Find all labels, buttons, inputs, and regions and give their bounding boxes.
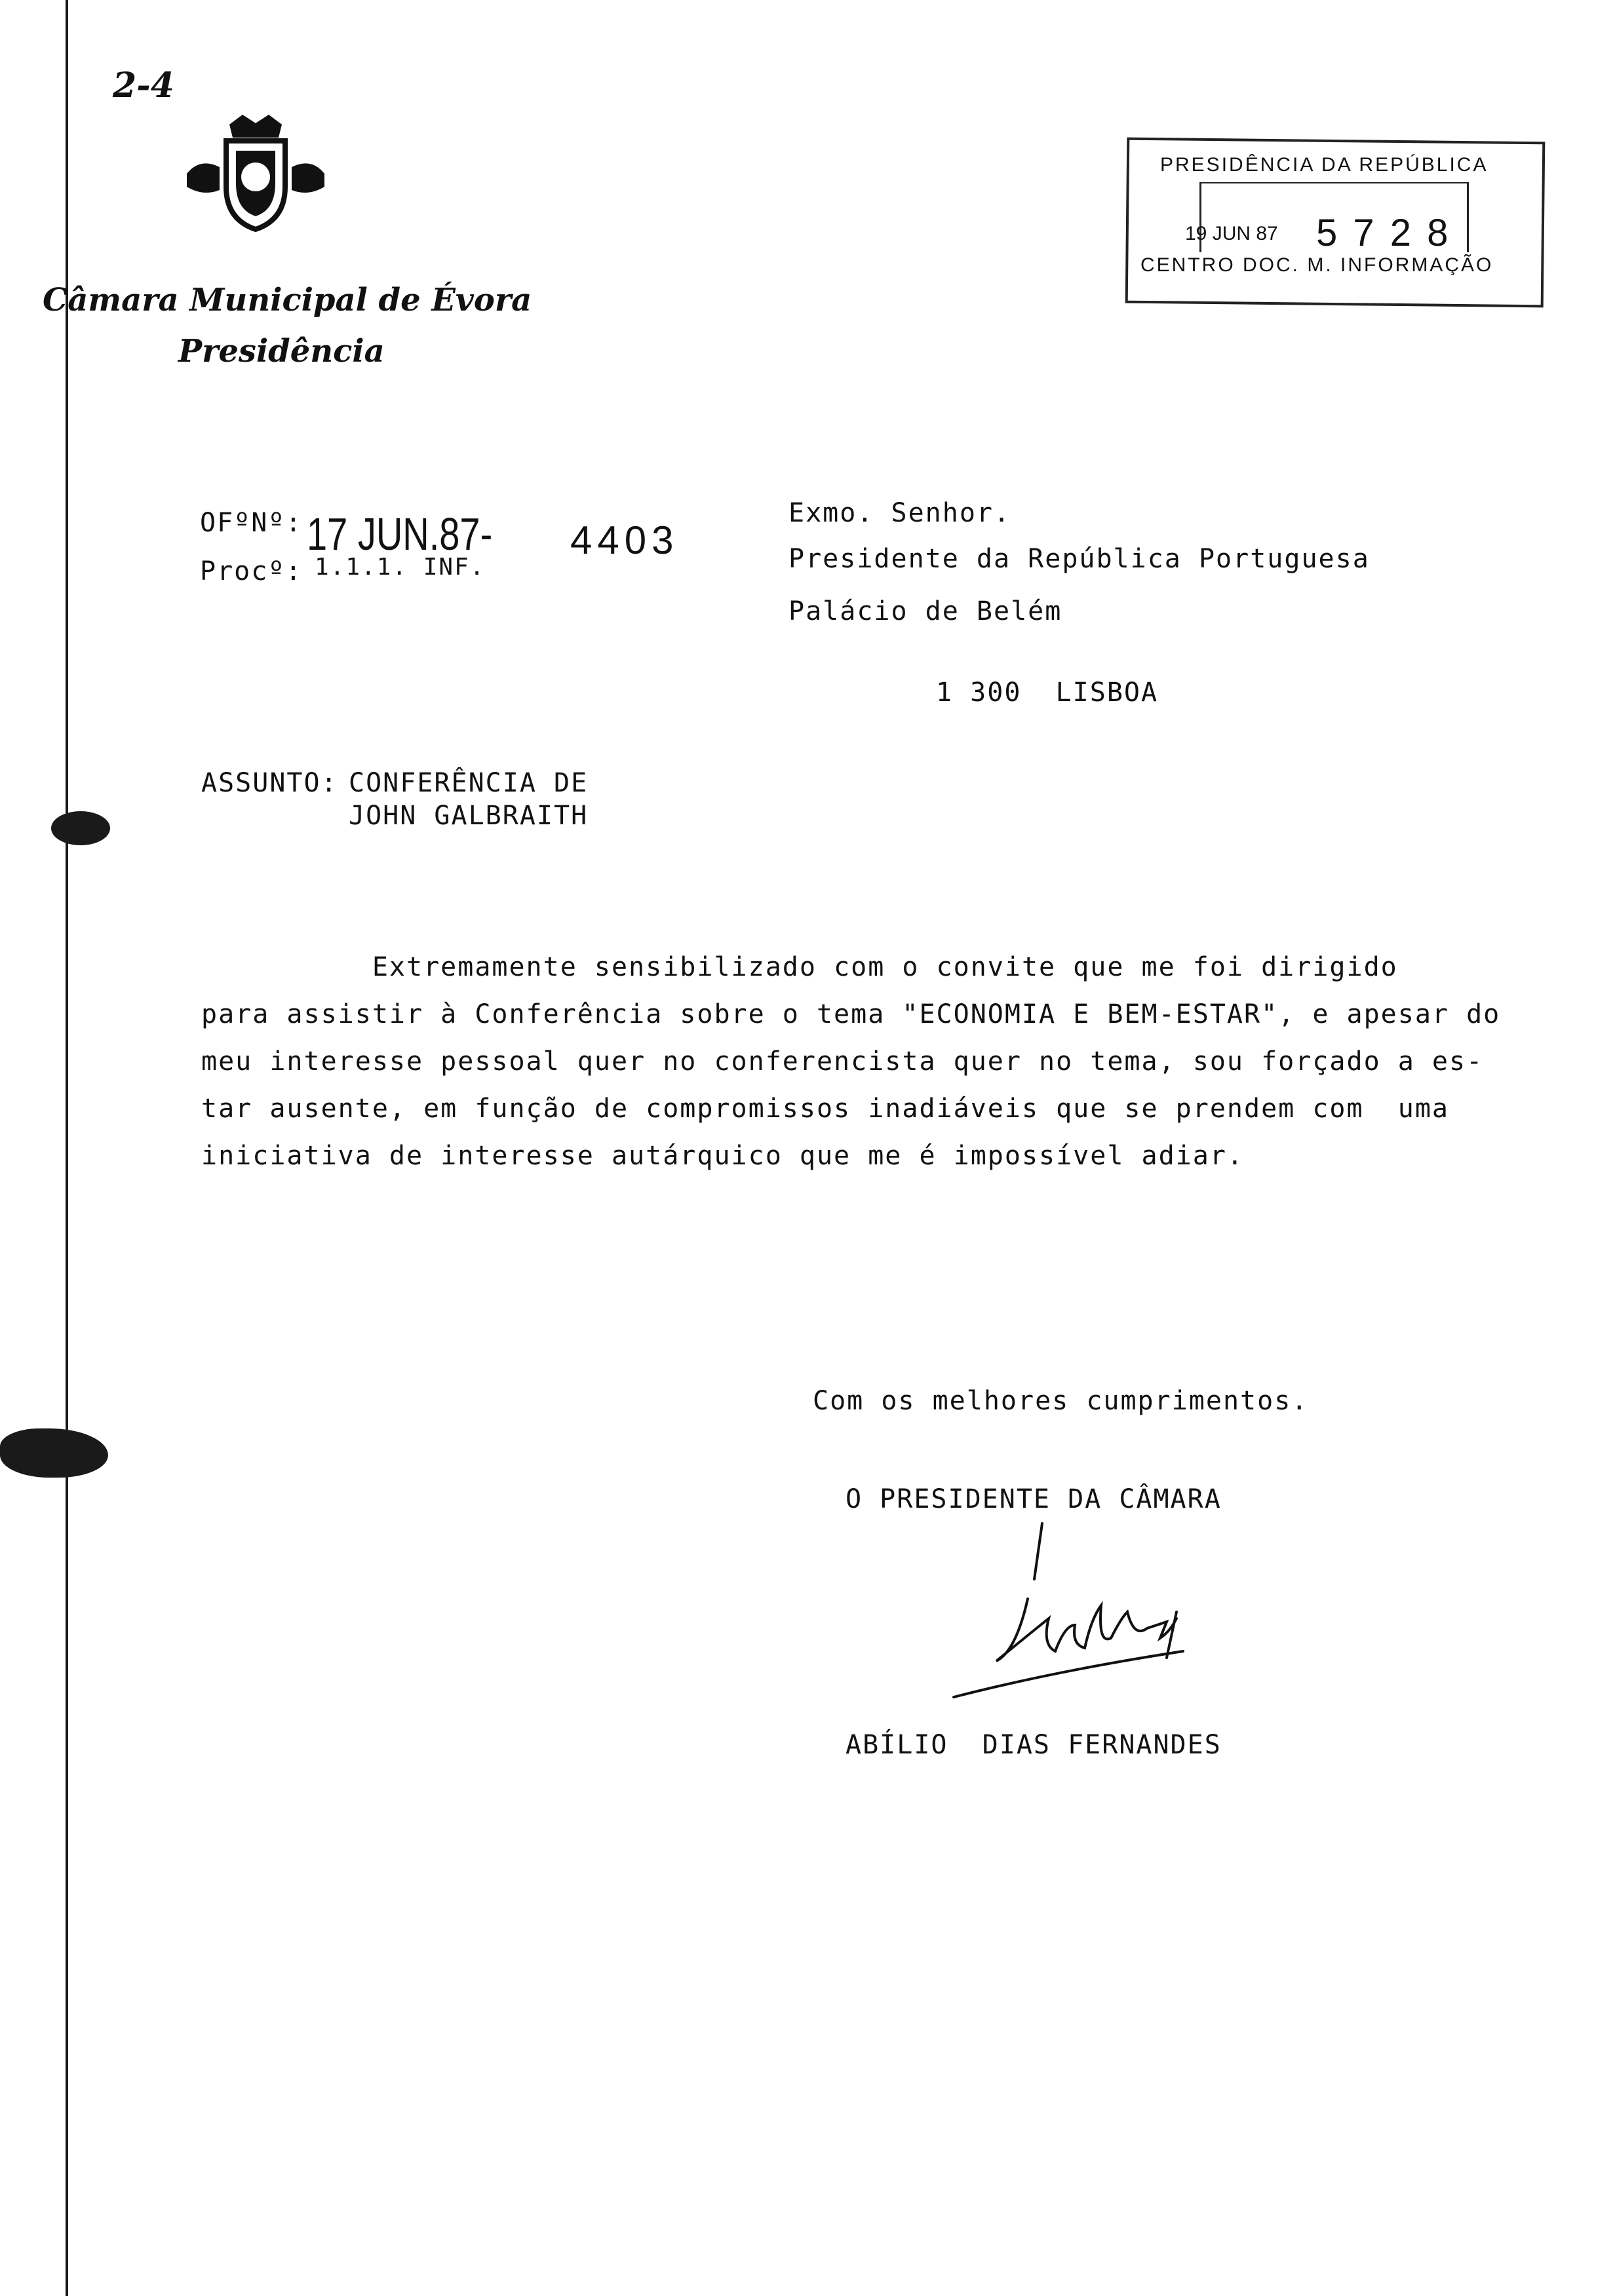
punch-hole-mark-2 [0, 1428, 108, 1478]
office-date: 17 JUN.87- [307, 508, 493, 560]
body-line: tar ausente, em função de compromissos inadiáveis que se prendem com uma [201, 1094, 1449, 1124]
body-line: meu interesse pessoal quer no conferencista quer no tema, sou forçado a es- [201, 1046, 1484, 1077]
body-line: iniciativa de interesse autárquico que me é impossível adiar. [201, 1141, 1245, 1171]
subject-line-1: CONFERÊNCIA DE [349, 768, 589, 798]
office-number: 4403 [570, 518, 679, 562]
process-label: Procº: [200, 556, 303, 586]
signatory-role: O PRESIDENTE DA CÂMARA [846, 1484, 1222, 1514]
recipient-salutation: Exmo. Senhor. [788, 498, 1011, 528]
body-line: Extremamente sensibilizado com o convite que me foi dirigido [201, 952, 1398, 982]
corner-note: 2-4 [113, 66, 174, 105]
margin-line [66, 0, 68, 2296]
process-value: 1.1.1. INF. [315, 554, 486, 581]
handwritten-signature [950, 1520, 1199, 1704]
stamp-bottom-text: CENTRO DOC. M. INFORMAÇÃO [1140, 254, 1494, 276]
coat-of-arms-icon [180, 111, 331, 236]
signatory-name: ABÍLIO DIAS FERNANDES [846, 1730, 1222, 1760]
recipient-place: Palácio de Belém [788, 596, 1062, 626]
letter-body [201, 944, 1501, 1179]
body-line: para assistir à Conferência sobre o tema "ECONOMIA E BEM-ESTAR", e apesar do [201, 999, 1501, 1029]
recipient-title: Presidente da República Portuguesa [788, 544, 1370, 574]
stamp-top-text: PRESIDÊNCIA DA REPÚBLICA [1160, 154, 1489, 176]
closing: Com os melhores cumprimentos. [813, 1386, 1309, 1416]
stamp-number: 5 7 2 8 [1316, 212, 1451, 254]
punch-hole-mark [51, 811, 110, 845]
letterhead-department: Presidência [178, 333, 385, 370]
stamp-date: 19 JUN 87 [1185, 223, 1278, 244]
recipient-postal: 1 300 LISBOA [936, 678, 1159, 708]
subject-label: ASSUNTO: [201, 768, 338, 798]
letterhead-municipality: Câmara Municipal de Évora [43, 282, 532, 318]
subject-line-2: JOHN GALBRAITH [349, 801, 589, 831]
office-number-label: OFºNº: [200, 508, 303, 538]
